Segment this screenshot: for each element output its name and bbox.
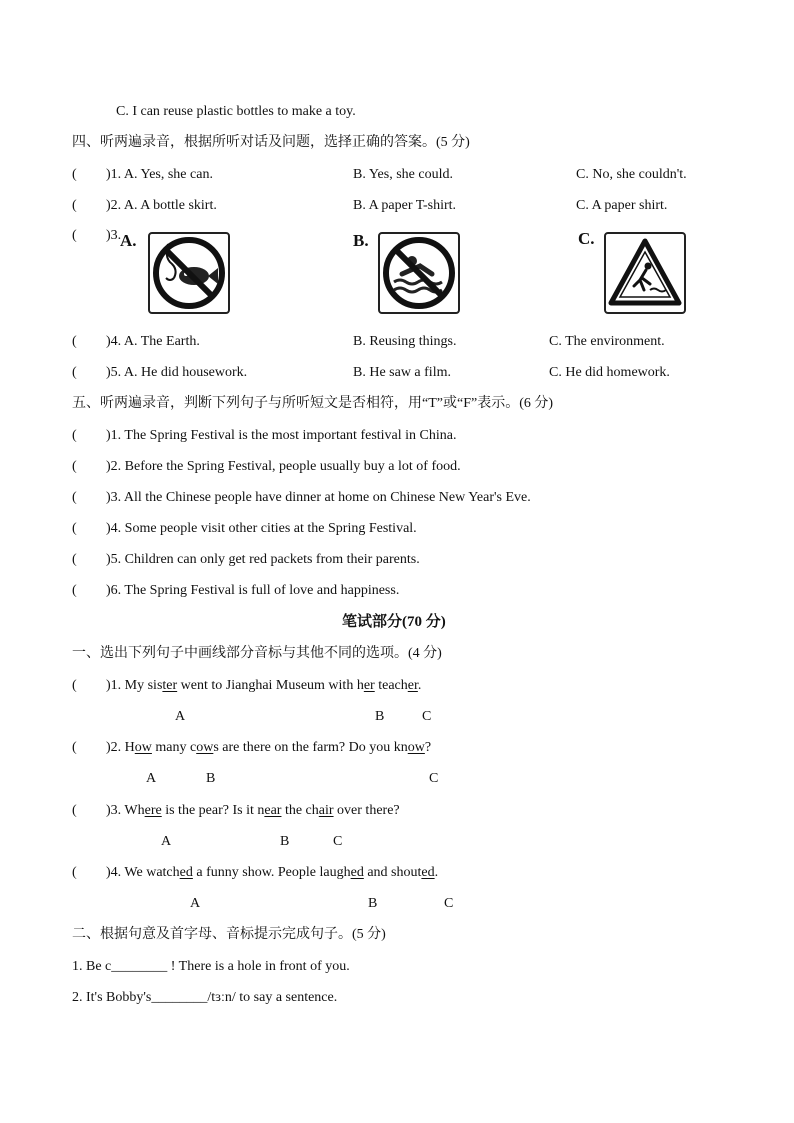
s4-q5-b: B. He saw a film. <box>353 365 451 380</box>
s4-q2: )2. A. A bottle skirt. <box>106 198 217 213</box>
p1-q4-label-c: C <box>444 896 454 911</box>
s4-q4: )4. A. The Earth. <box>106 334 200 349</box>
s4-q3-a-label: A. <box>120 231 137 250</box>
p1-q4-label-b: B <box>368 896 378 911</box>
s5-item-4: )4. Some people visit other cities at the Spring Festival. <box>106 521 417 536</box>
answer-paren: ( <box>72 365 77 380</box>
warning-triangle-sign-icon <box>604 232 686 314</box>
s4-q1-b: B. Yes, she could. <box>353 167 453 182</box>
answer-paren: ( <box>72 803 77 818</box>
s4-q5-c: C. He did homework. <box>549 365 670 380</box>
answer-paren: ( <box>72 678 77 693</box>
answer-paren: ( <box>72 552 77 567</box>
answer-paren: ( <box>72 428 77 443</box>
s4-q1-c: C. No, she couldn't. <box>576 167 687 182</box>
p1-q3: )3. Where is the pear? Is it near the chair over there? <box>106 803 400 818</box>
p1-q4-label-a: A <box>190 896 201 911</box>
p1-q4: )4. We watched a funny show. People laughed and shouted. <box>106 865 439 880</box>
part2-heading: 二、根据句意及首字母、音标提示完成句子。(5 分) <box>72 927 386 942</box>
p1-q3-label-c: C <box>333 834 343 849</box>
p1-q1: )1. My sister went to Jianghai Museum with her teacher. <box>106 678 422 693</box>
p2-sentence-2: 2. It's Bobby's________/tɜːn/ to say a sentence. <box>72 990 338 1005</box>
answer-paren: ( <box>72 198 77 213</box>
no-swimming-sign-icon <box>378 232 460 314</box>
p1-q1-label-a: A <box>175 709 186 724</box>
s4-q2-b: B. A paper T-shirt. <box>353 198 457 213</box>
p1-q1-label-c: C <box>422 709 432 724</box>
s5-item-2: )2. Before the Spring Festival, people usually buy a lot of food. <box>106 459 461 474</box>
s5-item-6: )6. The Spring Festival is full of love and happiness. <box>106 583 400 598</box>
s4-q4-c: C. The environment. <box>549 334 665 349</box>
p1-q2-label-b: B <box>206 771 216 786</box>
answer-paren: ( <box>72 865 77 880</box>
s4-q3-b-label: B. <box>353 231 369 250</box>
p1-q3-label-a: A <box>161 834 172 849</box>
answer-paren: ( <box>72 228 77 243</box>
s4-q2-c: C. A paper shirt. <box>576 198 668 213</box>
p1-q3-label-b: B <box>280 834 290 849</box>
p1-q2: )2. How many cows are there on the farm? Do you know? <box>106 740 432 755</box>
s5-item-5: )5. Children can only get red packets from their parents. <box>106 552 420 567</box>
p1-q2-label-a: A <box>146 771 157 786</box>
s4-q3: )3. <box>106 228 122 243</box>
p2-sentence-1: 1. Be c________ ! There is a hole in front of you. <box>72 959 350 974</box>
s5-item-1: )1. The Spring Festival is the most important festival in China. <box>106 428 457 443</box>
s4-q4-b: B. Reusing things. <box>353 334 457 349</box>
s4-q3-c-label: C. <box>578 229 595 248</box>
answer-paren: ( <box>72 334 77 349</box>
no-fishing-sign-icon <box>148 232 230 314</box>
answer-paren: ( <box>72 167 77 182</box>
p1-q1-label-b: B <box>375 709 385 724</box>
option-c-line: C. I can reuse plastic bottles to make a toy. <box>116 104 356 119</box>
answer-paren: ( <box>72 740 77 755</box>
answer-paren: ( <box>72 521 77 536</box>
section4-heading: 四、听两遍录音，根据所听对话及问题，选择正确的答案。(5 分) <box>72 135 470 150</box>
s4-q5: )5. A. He did housework. <box>106 365 248 380</box>
answer-paren: ( <box>72 459 77 474</box>
answer-paren: ( <box>72 490 77 505</box>
part1-heading: 一、选出下列句子中画线部分音标与其他不同的选项。(4 分) <box>72 646 442 661</box>
s5-item-3: )3. All the Chinese people have dinner at home on Chinese New Year's Eve. <box>106 490 531 505</box>
s4-q1: )1. A. Yes, she can. <box>106 167 213 182</box>
written-part-title: 笔试部分(70 分) <box>342 614 446 630</box>
answer-paren: ( <box>72 583 77 598</box>
section5-heading: 五、听两遍录音，判断下列句子与所听短文是否相符，用“T”或“F”表示。(6 分) <box>72 396 554 411</box>
p1-q2-label-c: C <box>429 771 439 786</box>
